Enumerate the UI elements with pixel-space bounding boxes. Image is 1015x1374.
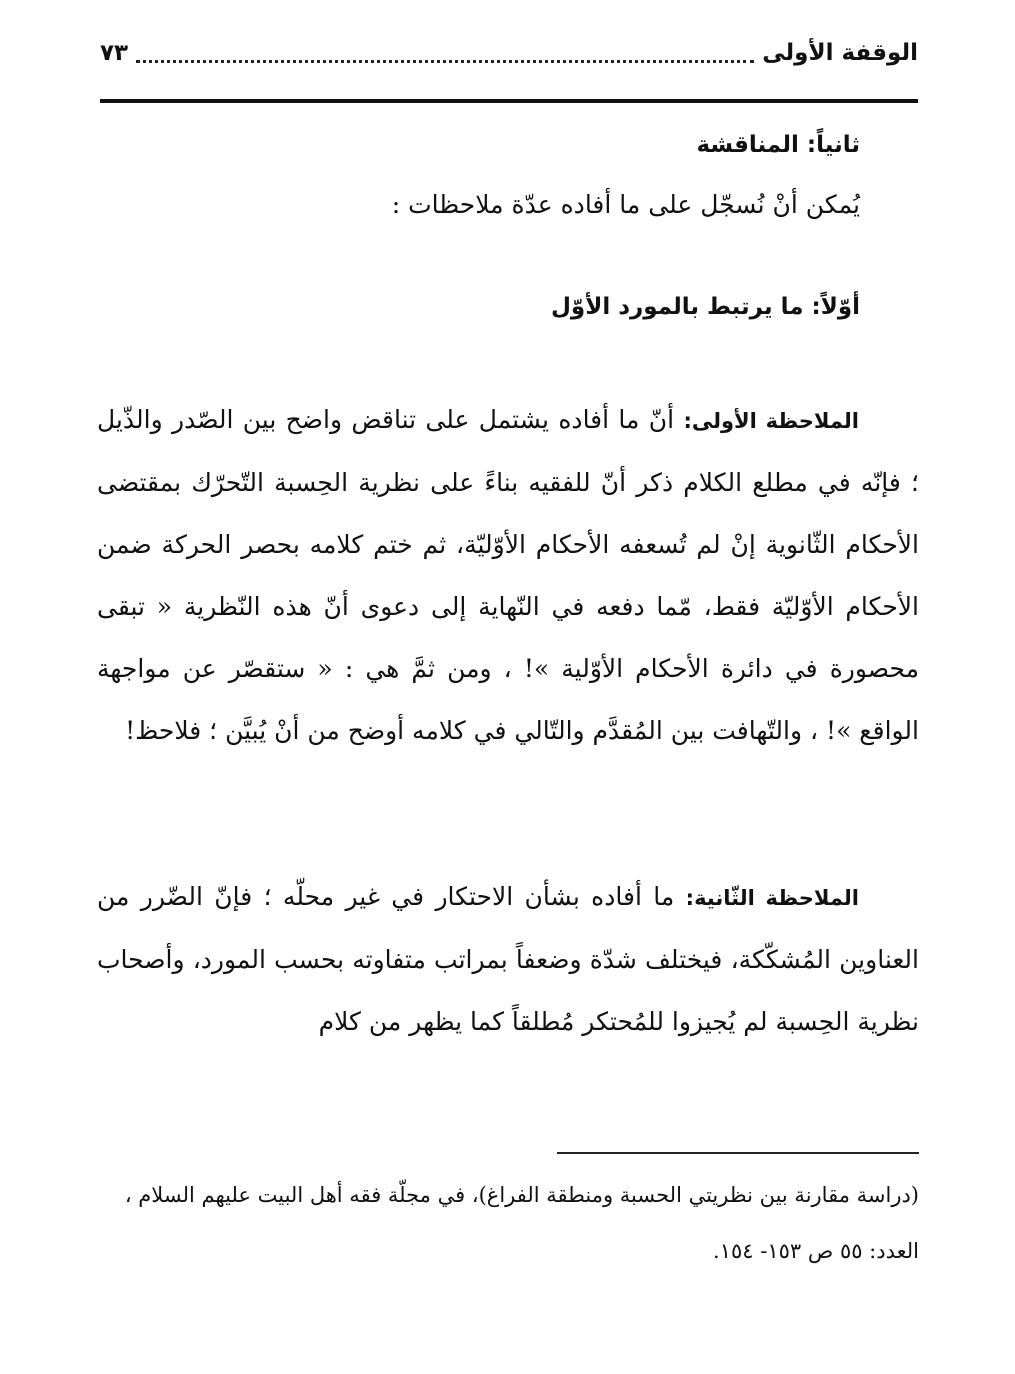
running-header <box>100 28 918 78</box>
header-title: الوقفة الأولى <box>762 40 918 66</box>
note-second-paragraph <box>97 866 919 1053</box>
note-second-lead: الملاحظة الثّانية: <box>685 886 859 910</box>
intro-line: يُمكن أنْ نُسجّل على ما أفاده عدّة ملاحظات : <box>391 190 860 219</box>
header-rule <box>100 99 918 103</box>
page-number: ٧٣ <box>100 40 129 66</box>
header-dot-leader <box>136 60 754 63</box>
note-first-paragraph <box>97 389 919 762</box>
note-first-lead: الملاحظة الأولى: <box>683 409 859 433</box>
footnote-line-1: (دراسة مقارنة بين نظريتي الحسبة ومنطقة الفراغ)، في مجلّة فقه أهل البيت عليهم السلام ، <box>124 1183 919 1207</box>
footnote-rule <box>557 1152 919 1154</box>
section-heading: ثانياً: المناقشة <box>696 132 860 158</box>
subheading: أوّلاً: ما يرتبط بالمورد الأوّل <box>550 294 860 320</box>
note-second-text: ما أفاده بشأن الاحتكار في غير محلّه ؛ فإنّ الضّرر من العناوين المُشكّكة، فيختلف شدّة وضعفاً بمراتب متفاوته بحسب المورد، وأصحاب نظرية الحِسبة لم يُجيزوا للمُحتكر مُطلقاً كما يظهر من كلام <box>97 882 919 1036</box>
footnote-line-2: العدد: ٥٥ ص ١٥٣- ١٥٤. <box>713 1239 919 1263</box>
note-first-text: أنّ ما أفاده يشتمل على تناقض واضح بين الصّدر والذّيل ؛ فإنّه في مطلع الكلام ذكر أنّ للفقيه بناءً على نظرية الحِسبة التّحرّك بمقتضى الأحكام الثّانوية إنْ لم تُسعفه الأحكام الأوّليّة، ثم ختم كلامه بحصر الحركة ضمن الأحكام الأوّليّة فقط، مّما دفعه في النّهاية إلى دعوى أنّ هذه النّظرية « تبقى محصورة في دائرة الأحكام الأوّلية »! ، ومن ثمَّ هي : « ستقصّر عن مواجهة الواقع »! ، والتّهافت بين المُقدَّم والتّالي في كلامه أوضح من أنْ يُبيَّن ؛ فلاحظ! <box>97 405 919 745</box>
